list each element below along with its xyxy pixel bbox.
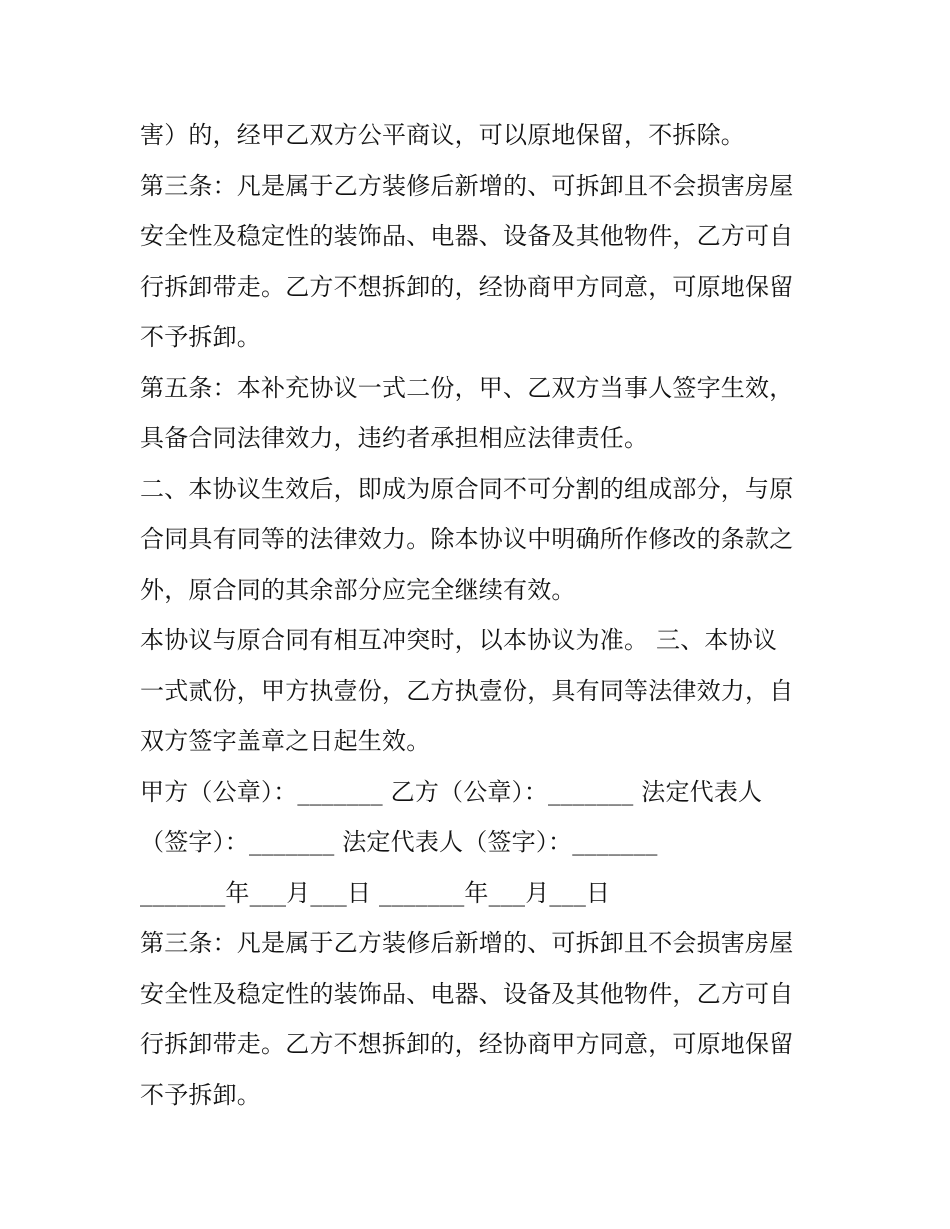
text-line: 合同具有同等的法律效力。除本协议中明确所作修改的条款之 bbox=[140, 525, 794, 553]
document-body bbox=[140, 110, 815, 1120]
text-line: 第三条：凡是属于乙方装修后新增的、可拆卸且不会损害房屋 bbox=[140, 929, 794, 957]
text-line: 具备合同法律效力，违约者承担相应法律责任。 bbox=[140, 424, 649, 452]
text-line: 安全性及稳定性的装饰品、电器、设备及其他物件，乙方可自 bbox=[140, 222, 794, 250]
text-line: 本协议与原合同有相互冲突时，以本协议为准。 三、本协议 bbox=[140, 626, 778, 654]
text-line: 二、本协议生效后，即成为原合同不可分割的组成部分，与原 bbox=[140, 474, 794, 503]
signature-line: （签字）：_______ 法定代表人（签字）：_______ bbox=[140, 828, 658, 856]
signature-line: 甲方（公章）：_______ 乙方（公章）：_______ 法定代表人 bbox=[140, 777, 763, 806]
text-line: 双方签字盖章之日起生效。 bbox=[140, 727, 431, 755]
text-line: 安全性及稳定性的装饰品、电器、设备及其他物件，乙方可自 bbox=[140, 979, 794, 1008]
date-line: _______年___月___日 _______年___月___日 bbox=[140, 878, 611, 907]
text-line: 一式贰份，甲方执壹份，乙方执壹份，具有同等法律效力，自 bbox=[140, 676, 794, 705]
text-line: 外，原合同的其余部分应完全继续有效。 bbox=[140, 575, 576, 604]
text-line: 行拆卸带走。乙方不想拆卸的，经协商甲方同意，可原地保留 bbox=[140, 1030, 794, 1058]
text-line: 害）的，经甲乙双方公平商议，可以原地保留，不拆除。 bbox=[140, 121, 745, 149]
text-line: 不予拆卸。 bbox=[140, 323, 261, 351]
text-line: 第五条：本补充协议一式二份，甲、乙双方当事人签字生效， bbox=[140, 373, 794, 402]
text-line: 第三条：凡是属于乙方装修后新增的、可拆卸且不会损害房屋 bbox=[140, 171, 794, 200]
text-line: 行拆卸带走。乙方不想拆卸的，经协商甲方同意，可原地保留 bbox=[140, 272, 794, 301]
text-line: 不予拆卸。 bbox=[140, 1080, 261, 1109]
